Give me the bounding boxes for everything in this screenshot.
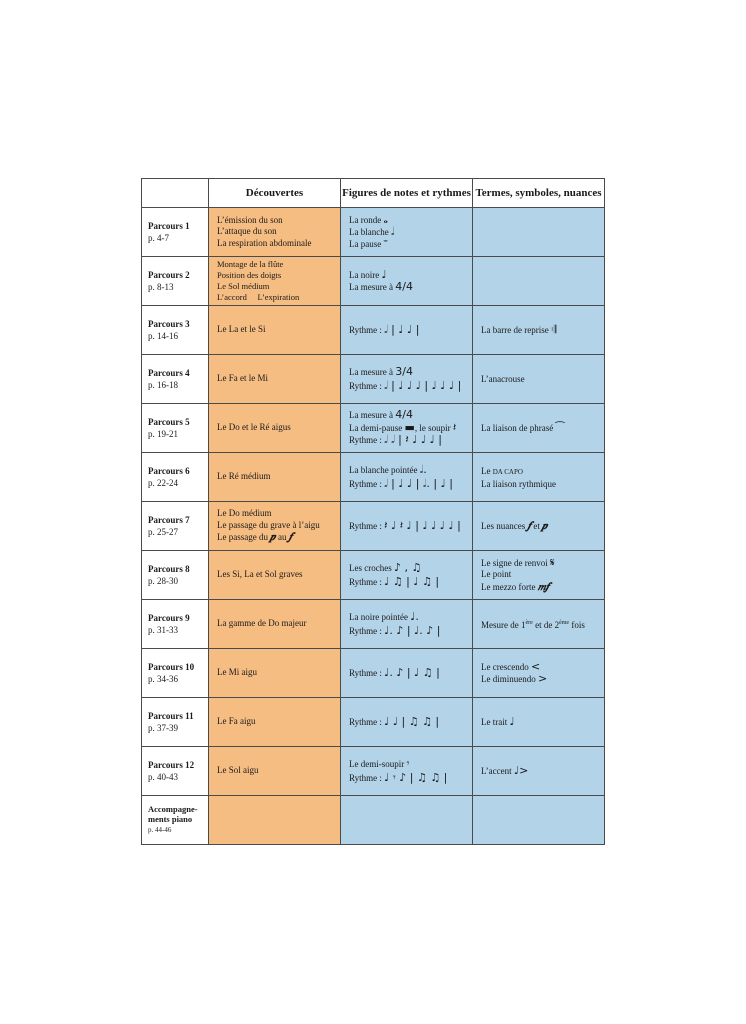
rhythm-notation-icon: ♩ ♩ | ♫ ♫ | bbox=[384, 715, 440, 728]
figure-label: Rythme : bbox=[349, 381, 382, 391]
decouverte: Position des doigts bbox=[217, 270, 282, 280]
terme: Le crescendo bbox=[481, 662, 529, 672]
parcours-name: Accompagne-ments piano bbox=[148, 804, 198, 824]
decouverte: au bbox=[277, 532, 287, 543]
decouverte: Le Sol médium bbox=[217, 281, 270, 291]
parcours-name: Parcours 7 bbox=[148, 515, 190, 525]
decouverte: Le Fa et le Mi bbox=[217, 373, 268, 384]
terme: La barre de reprise bbox=[481, 325, 549, 335]
repeat-sign-icon: 𝄇 bbox=[550, 323, 557, 336]
contents-table bbox=[141, 178, 605, 845]
parcours-pages: p. 28-30 bbox=[148, 576, 178, 586]
decouverte: L’attaque du son bbox=[217, 226, 277, 237]
tenuto-note-icon: ♩ bbox=[509, 715, 515, 728]
table-row bbox=[142, 453, 605, 502]
decouverte: Le Do et le Ré aigus bbox=[217, 422, 291, 433]
figure-label: La pause bbox=[349, 239, 382, 249]
piano-dynamic-icon: 𝆏 bbox=[542, 519, 548, 532]
terme: La liaison de phrasé bbox=[481, 423, 554, 433]
parcours-name: Parcours 9 bbox=[148, 613, 190, 623]
parcours-name: Parcours 6 bbox=[148, 466, 190, 476]
terme: Le signe de renvoi bbox=[481, 557, 548, 568]
table-row bbox=[142, 306, 605, 355]
rhythm-notation-icon: ♩. ♪ | ♩. ♪ | bbox=[384, 624, 441, 637]
parcours-pages: p. 4-7 bbox=[148, 233, 169, 243]
rhythm-notation-icon: 𝅗𝅥 | ♩ ♩ ♩ | ♩ ♩ ♩ | bbox=[384, 379, 462, 392]
terme: Le trait bbox=[481, 717, 508, 727]
rhythm-notation-icon: ♩. ♪ | ♩ ♫ | bbox=[384, 666, 440, 679]
decouverte: L’expiration bbox=[257, 292, 300, 302]
eighth-rest-icon: 𝄾 bbox=[406, 757, 410, 770]
figure-label: Rythme : bbox=[349, 435, 382, 446]
parcours-name: Parcours 1 bbox=[148, 221, 190, 231]
figure-label: Rythme : bbox=[349, 626, 382, 636]
diminuendo-icon: > bbox=[538, 672, 548, 685]
header-termes: Termes, symboles, nuances bbox=[473, 179, 605, 208]
decouverte: Le Sol aigu bbox=[217, 765, 259, 776]
parcours-pages: p. 8-13 bbox=[148, 282, 174, 292]
terme: Le point bbox=[481, 569, 512, 580]
accent-note-icon: ♩> bbox=[513, 764, 529, 777]
decouverte: Le Ré médium bbox=[217, 471, 271, 482]
figure-label: La blanche pointée bbox=[349, 465, 418, 475]
table-row bbox=[142, 257, 605, 306]
decouverte: Le passage du grave à l’aigu bbox=[217, 519, 320, 530]
figure-label: Le demi-soupir bbox=[349, 759, 405, 769]
parcours-name: Parcours 3 bbox=[148, 319, 190, 329]
parcours-name: Parcours 10 bbox=[148, 662, 195, 672]
segno-icon: 𝄋 bbox=[549, 555, 555, 569]
time-signature-icon: 4/4 bbox=[395, 408, 413, 422]
table-row bbox=[142, 600, 605, 649]
quarter-rest-icon: 𝄽 bbox=[452, 420, 457, 434]
terme: Les nuances bbox=[481, 521, 526, 531]
parcours-name: Parcours 4 bbox=[148, 368, 190, 378]
decouverte: Les Si, La et Sol graves bbox=[217, 569, 303, 580]
piano-dynamic-icon: 𝆏 bbox=[270, 530, 276, 544]
table-row bbox=[142, 502, 605, 551]
figure-label: La demi-pause bbox=[349, 422, 403, 433]
terme: Le diminuendo bbox=[481, 674, 536, 684]
crescendo-icon: < bbox=[530, 660, 541, 673]
rhythm-notation-icon: 𝅗𝅥 | ♩ ♩ | bbox=[384, 323, 420, 336]
decouverte: Montage de la flûte bbox=[217, 259, 284, 269]
decouverte: Le Mi aigu bbox=[217, 667, 257, 678]
decouverte: L’émission du son bbox=[217, 214, 283, 225]
terme: La liaison rythmique bbox=[481, 478, 556, 489]
decouverte: Le La et le Si bbox=[217, 324, 266, 335]
time-signature-icon: 4/4 bbox=[395, 280, 413, 293]
slur-icon: ⁀ bbox=[555, 421, 565, 434]
figure-label: Rythme : bbox=[349, 325, 382, 335]
decouverte: Le Do médium bbox=[217, 508, 272, 519]
rhythm-notation-icon: ♩ 𝄾 ♪ | ♫ ♫ | bbox=[384, 771, 448, 784]
rhythm-notation-icon: ♩ ♫ | ♩ ♫ | bbox=[384, 575, 440, 588]
figure-label: Rythme : bbox=[349, 717, 382, 727]
figure-label: La mesure à bbox=[349, 282, 393, 292]
figure-label: , le soupir bbox=[414, 422, 451, 433]
figure-label: Rythme : bbox=[349, 577, 382, 587]
decouverte: Le Fa aigu bbox=[217, 716, 256, 727]
table-row bbox=[142, 404, 605, 453]
parcours-pages: p. 19-21 bbox=[148, 429, 178, 439]
whole-note-icon: 𝅝 bbox=[383, 213, 388, 226]
figure-label: La noire pointée bbox=[349, 612, 408, 622]
table-row bbox=[142, 551, 605, 600]
parcours-pages: p. 22-24 bbox=[148, 478, 178, 488]
half-note-icon: 𝅗𝅥 bbox=[390, 225, 395, 238]
terme: L’anacrouse bbox=[481, 374, 525, 384]
rhythm-notation-icon: 𝅗𝅥 | ♩ ♩ | 𝅗𝅥. | ♩ | bbox=[384, 477, 453, 490]
table-row bbox=[142, 208, 605, 257]
terme: et de 2 bbox=[535, 620, 560, 630]
rhythm-notation-icon: 𝅗𝅥 𝅗𝅥 | 𝄽 ♩ ♩ ♩ | bbox=[384, 433, 442, 447]
figure-label: La ronde bbox=[349, 215, 382, 225]
table-row bbox=[142, 649, 605, 698]
figure-label: Rythme : bbox=[349, 479, 382, 489]
dotted-half-note-icon: 𝅗𝅥. bbox=[419, 463, 427, 476]
figure-label: Les croches bbox=[349, 563, 392, 573]
mezzo-forte-icon: 𝆐𝆑 bbox=[537, 579, 550, 593]
terme: Mesure de 1 bbox=[481, 620, 526, 630]
figure-label: La mesure à bbox=[349, 410, 393, 421]
terme: ère bbox=[525, 620, 533, 626]
header-empty bbox=[142, 179, 209, 208]
eighth-notes-icon: ♪ , ♫ bbox=[393, 561, 422, 574]
table-row bbox=[142, 355, 605, 404]
parcours-pages: p. 16-18 bbox=[148, 380, 178, 390]
table-row bbox=[142, 747, 605, 796]
quarter-note-icon: ♩ bbox=[381, 268, 387, 281]
header-decouvertes: Découvertes bbox=[209, 179, 341, 208]
terme: Le bbox=[481, 465, 491, 476]
terme: DA CAPO bbox=[492, 467, 523, 476]
decouverte: La gamme de Do majeur bbox=[217, 618, 307, 629]
parcours-pages: p. 40-43 bbox=[148, 772, 178, 782]
parcours-pages: p. 37-39 bbox=[148, 723, 178, 733]
whole-rest-icon: 𝄻 bbox=[383, 237, 388, 250]
header-figures: Figures de notes et rythmes bbox=[341, 179, 473, 208]
rhythm-notation-icon: 𝄽 ♩ 𝄽 ♩ | ♩ ♩ ♩ ♩ | bbox=[384, 519, 461, 532]
forte-dynamic-icon: 𝆑 bbox=[527, 519, 532, 532]
decouverte: Le passage du bbox=[217, 532, 268, 543]
terme: L’accent bbox=[481, 766, 512, 776]
time-signature-icon: 3/4 bbox=[395, 365, 413, 378]
parcours-name: Parcours 11 bbox=[148, 711, 194, 721]
terme: ème bbox=[559, 620, 570, 626]
parcours-pages: p. 34-36 bbox=[148, 674, 178, 684]
decouverte: L’accord bbox=[217, 292, 247, 302]
table-row bbox=[142, 796, 605, 845]
decouverte: La respiration abdominale bbox=[217, 237, 312, 248]
parcours-pages: p. 31-33 bbox=[148, 625, 178, 635]
figure-label: La blanche bbox=[349, 227, 389, 237]
parcours-name: Parcours 5 bbox=[148, 417, 190, 427]
figure-label: Rythme : bbox=[349, 773, 382, 783]
figure-label: Rythme : bbox=[349, 668, 382, 678]
forte-dynamic-icon: 𝆑 bbox=[288, 530, 293, 544]
parcours-pages: p. 14-16 bbox=[148, 331, 178, 341]
table-row bbox=[142, 698, 605, 747]
parcours-name: Parcours 12 bbox=[148, 760, 195, 770]
dotted-quarter-icon: ♩. bbox=[410, 610, 419, 623]
figure-label: La noire bbox=[349, 270, 380, 280]
parcours-pages: p. 44-46 bbox=[148, 826, 172, 834]
half-rest-icon: ▬ bbox=[404, 420, 415, 434]
terme: Le mezzo forte bbox=[481, 581, 536, 592]
terme: et bbox=[533, 521, 540, 531]
figure-label: Rythme : bbox=[349, 521, 382, 531]
parcours-pages: p. 25-27 bbox=[148, 527, 178, 537]
terme: fois bbox=[571, 620, 585, 630]
figure-label: La mesure à bbox=[349, 367, 393, 377]
parcours-name: Parcours 2 bbox=[148, 270, 190, 280]
parcours-name: Parcours 8 bbox=[148, 564, 190, 574]
